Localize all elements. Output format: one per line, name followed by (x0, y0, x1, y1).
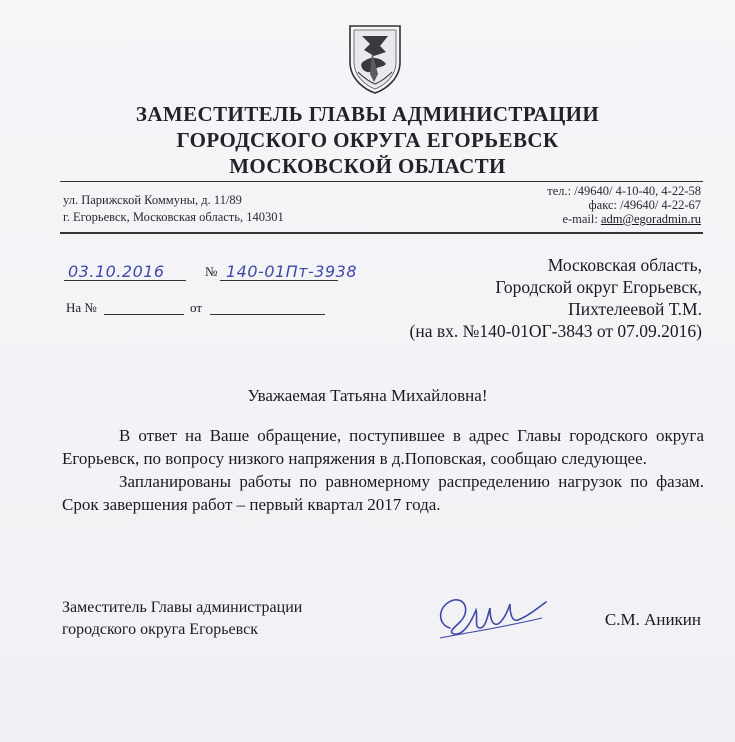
number-label: № (205, 264, 218, 279)
body-paragraph-2: Запланированы работы по равномерному распределению нагрузок по фазам. Срок завершения работ – первый квартал 2017 года. (62, 472, 704, 514)
recipient-line-3: Пихтелеевой Т.М. (568, 299, 702, 319)
signatory-name: С.М. Аникин (604, 610, 701, 629)
greeting: Уважаемая Татьяна Михайловна! (247, 386, 488, 405)
header-divider (60, 181, 703, 182)
address-street: ул. Парижской Коммуны, д. 11/89 (63, 193, 242, 207)
header-line-2: ГОРОДСКОГО ОКРУГА ЕГОРЬЕВСК (176, 128, 559, 152)
reference-label: На № (66, 300, 97, 315)
email-label: e-mail: (562, 212, 598, 226)
address-city: г. Егорьевск, Московская область, 140301 (63, 210, 284, 224)
signatory-title-line-2: городского округа Егорьевск (62, 621, 258, 638)
coat-of-arms-emblem (344, 22, 406, 94)
recipient-line-2: Городской округ Егорьевск, (495, 277, 702, 297)
handwritten-signature (430, 588, 550, 648)
header-line-3: МОСКОВСКОЙ ОБЛАСТИ (229, 154, 506, 178)
contact-phone: тел.: /49640/ 4-10-40, 4-22-58 (547, 184, 701, 198)
signatory-title-line-1: Заместитель Главы администрации (62, 599, 303, 616)
reference-date-line (210, 314, 325, 315)
contact-divider (60, 232, 703, 234)
recipient-line-4: (на вх. №140-01ОГ-3843 от 07.09.2016) (409, 321, 702, 341)
body-paragraph-1: В ответ на Ваше обращение, поступившее в адрес Главы городского округа Егорьевск, по вопросу низкого напряжения в д.Поповская, сообщаю следующее. (62, 426, 704, 468)
header-line-1: ЗАМЕСТИТЕЛЬ ГЛАВЫ АДМИНИСТРАЦИИ (135, 102, 600, 126)
contact-fax: факс: /49640/ 4-22-67 (588, 198, 701, 212)
recipient-line-1: Московская область, (547, 255, 702, 275)
contact-email (562, 212, 701, 227)
outgoing-number: 140-01Пт-3938 (226, 262, 358, 281)
reference-number-line (104, 314, 184, 315)
email-link[interactable]: adm@egoradmin.ru (600, 212, 701, 226)
date-underline (64, 280, 186, 281)
outgoing-date: 03.10.2016 (68, 262, 165, 281)
letter-body (62, 424, 704, 516)
reference-from-label: от (190, 300, 203, 315)
signatory-title (62, 597, 302, 641)
number-underline (220, 280, 338, 281)
